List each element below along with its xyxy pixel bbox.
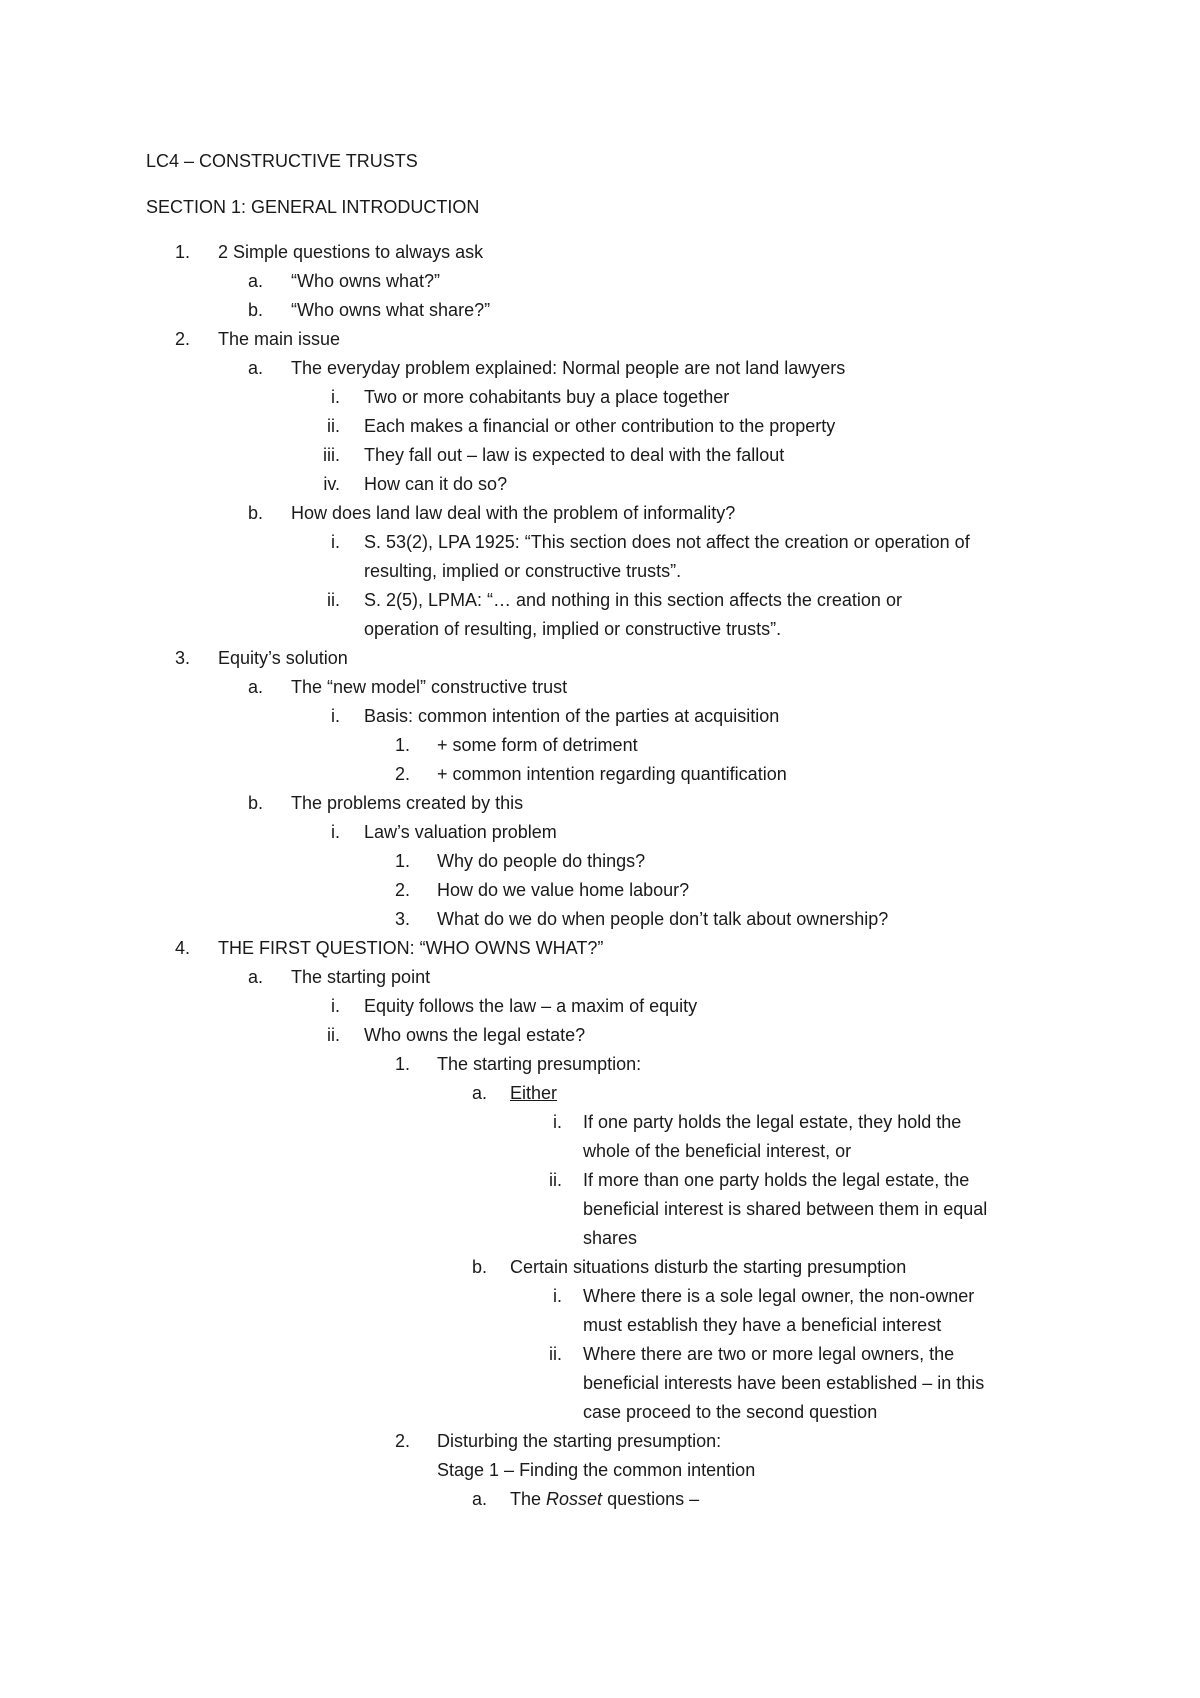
list-item-continuation: beneficial interests have been established – in this	[583, 1373, 985, 1393]
list-marker: a.	[471, 1083, 487, 1103]
list-item: Who owns the legal estate?	[364, 1025, 586, 1045]
list-marker: a.	[247, 271, 263, 291]
list-item: The starting point	[291, 967, 431, 987]
list-marker: a.	[247, 358, 263, 378]
list-item-continuation: whole of the beneficial interest, or	[583, 1141, 852, 1161]
list-item-underlined: Either	[510, 1083, 558, 1103]
list-item: 2 Simple questions to always ask	[218, 242, 484, 262]
list-marker: b.	[247, 300, 263, 320]
rosset-case-name: Rosset	[546, 1489, 603, 1509]
list-marker: 1.	[394, 851, 410, 871]
list-item: They fall out – law is expected to deal with the fallout	[364, 445, 785, 465]
list-item: “Who owns what share?”	[291, 300, 491, 320]
list-marker: 4.	[174, 938, 190, 958]
list-marker: iii.	[323, 445, 340, 465]
list-item: Why do people do things?	[437, 851, 646, 871]
list-item: + common intention regarding quantification	[437, 764, 787, 784]
list-item: The main issue	[218, 329, 341, 349]
list-item: Certain situations disturb the starting presumption	[510, 1257, 907, 1277]
list-marker: 1.	[394, 735, 410, 755]
list-item: How do we value home labour?	[437, 880, 690, 900]
section-heading: SECTION 1: GENERAL INTRODUCTION	[146, 197, 480, 217]
list-marker: ii.	[549, 1170, 562, 1190]
list-item: How can it do so?	[364, 474, 508, 494]
list-marker: ii.	[327, 590, 340, 610]
list-item: Disturbing the starting presumption:	[437, 1431, 722, 1451]
list-marker: 2.	[174, 329, 190, 349]
list-item: S. 53(2), LPA 1925: “This section does not affect the creation or operation of	[364, 532, 970, 552]
list-item-continuation: must establish they have a beneficial interest	[583, 1315, 942, 1335]
stage-heading: Stage 1 – Finding the common intention	[437, 1460, 756, 1480]
list-marker: 2.	[394, 764, 410, 784]
list-marker: iv.	[323, 474, 340, 494]
list-marker: a.	[471, 1489, 487, 1509]
list-marker: 3.	[174, 648, 190, 668]
list-item: The everyday problem explained: Normal people are not land lawyers	[291, 358, 846, 378]
list-marker: i.	[331, 822, 340, 842]
list-item: Two or more cohabitants buy a place together	[364, 387, 730, 407]
list-marker: ii.	[327, 416, 340, 436]
list-marker: i.	[331, 706, 340, 726]
list-marker: 2.	[394, 880, 410, 900]
list-item: What do we do when people don’t talk about ownership?	[437, 909, 889, 929]
list-marker: ii.	[549, 1344, 562, 1364]
list-item: Where there is a sole legal owner, the non-owner	[583, 1286, 975, 1306]
list-item: If one party holds the legal estate, they hold the	[583, 1112, 962, 1132]
list-marker: 1.	[394, 1054, 410, 1074]
list-item: If more than one party holds the legal estate, the	[583, 1170, 970, 1190]
list-item: “Who owns what?”	[291, 271, 441, 291]
list-item: The problems created by this	[291, 793, 524, 813]
list-marker: a.	[247, 677, 263, 697]
rosset-suffix: questions –	[602, 1489, 700, 1509]
list-item: Law’s valuation problem	[364, 822, 557, 842]
list-item: S. 2(5), LPMA: “… and nothing in this section affects the creation or	[364, 590, 902, 610]
list-marker: i.	[553, 1286, 562, 1306]
list-item-continuation: beneficial interest is shared between them in equal	[583, 1199, 988, 1219]
list-marker: i.	[331, 532, 340, 552]
list-marker: a.	[247, 967, 263, 987]
list-item: Where there are two or more legal owners, the	[583, 1344, 955, 1364]
list-item-continuation: operation of resulting, implied or constructive trusts”.	[364, 619, 782, 639]
list-marker: i.	[331, 996, 340, 1016]
list-item: THE FIRST QUESTION: “WHO OWNS WHAT?”	[218, 938, 604, 958]
list-item-continuation: shares	[583, 1228, 638, 1248]
list-item: Each makes a financial or other contribution to the property	[364, 416, 836, 436]
list-marker: i.	[331, 387, 340, 407]
list-item: The starting presumption:	[437, 1054, 642, 1074]
list-marker: b.	[247, 793, 263, 813]
list-marker: b.	[247, 503, 263, 523]
list-item-continuation: resulting, implied or constructive trusts”.	[364, 561, 682, 581]
rosset-prefix: The	[510, 1489, 547, 1509]
list-marker: 2.	[394, 1431, 410, 1451]
list-item: The “new model” constructive trust	[291, 677, 568, 697]
list-marker: 3.	[394, 909, 410, 929]
list-marker: ii.	[327, 1025, 340, 1045]
list-marker: b.	[471, 1257, 487, 1277]
list-item: How does land law deal with the problem of informality?	[291, 503, 736, 523]
list-item: + some form of detriment	[437, 735, 638, 755]
list-marker: i.	[553, 1112, 562, 1132]
document-title: LC4 – CONSTRUCTIVE TRUSTS	[146, 151, 418, 171]
list-item: Equity’s solution	[218, 648, 348, 668]
list-item-continuation: case proceed to the second question	[583, 1402, 878, 1422]
list-item: Equity follows the law – a maxim of equity	[364, 996, 698, 1016]
list-item: Basis: common intention of the parties at acquisition	[364, 706, 780, 726]
list-item-rosset	[510, 1488, 699, 1510]
list-marker: 1.	[174, 242, 190, 262]
